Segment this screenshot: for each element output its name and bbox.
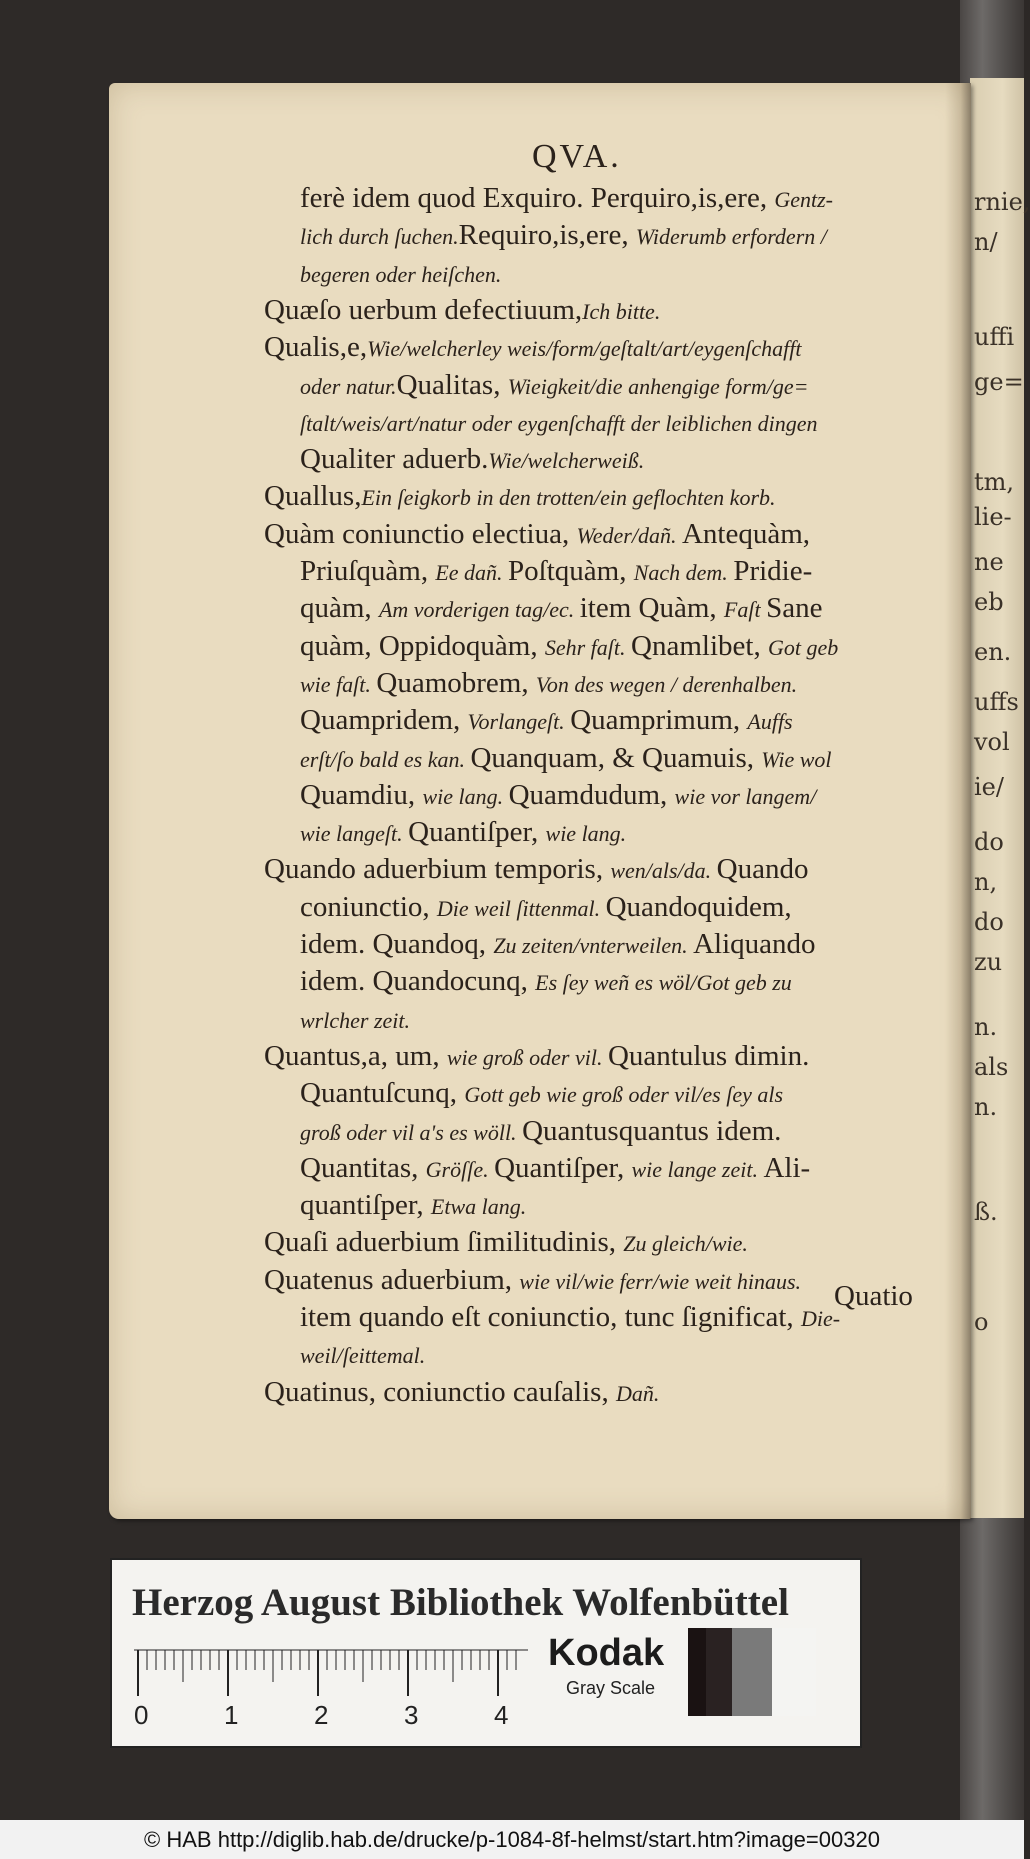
german-gloss: begeren oder heiſchen.	[300, 261, 502, 287]
latin-lemma: Quanquam, & Quamuis,	[470, 741, 762, 774]
text-line	[300, 590, 822, 628]
latin-lemma: Qualitas,	[396, 368, 508, 401]
text-line	[300, 740, 832, 778]
text-line	[300, 777, 816, 815]
text-line	[300, 404, 818, 442]
german-gloss: Auffs	[747, 709, 793, 735]
latin-lemma: idem. Quandoq,	[300, 928, 494, 960]
facing-page-fragment: lie-	[974, 503, 1012, 531]
german-gloss: oder natur.	[300, 373, 397, 399]
text-line	[300, 889, 792, 927]
german-gloss: Ein ſeigkorb in den trotten/ein geflochten korb.	[361, 485, 776, 511]
text-line	[264, 1038, 809, 1076]
latin-lemma: quàm,	[300, 592, 379, 625]
facing-page-fragment: rnie,	[974, 188, 1030, 216]
text-line	[264, 329, 802, 367]
ruler-label: 2	[314, 1700, 329, 1730]
catchword: Quatio	[834, 1280, 913, 1312]
facing-page-fragment: zu	[974, 948, 1003, 976]
gray-patch	[706, 1628, 732, 1716]
german-gloss: wen/als/da.	[610, 858, 717, 884]
german-gloss: wie vor langem/	[674, 783, 817, 809]
latin-lemma: Quantus,a, um,	[264, 1039, 447, 1072]
text-line	[300, 814, 626, 852]
latin-lemma: Quantitas,	[300, 1151, 426, 1184]
latin-lemma: Poſtquàm,	[508, 555, 634, 587]
latin-lemma: Quaſi aduerbium ſimilitudinis,	[264, 1226, 624, 1259]
german-gloss: wie lange zeit.	[631, 1156, 764, 1182]
latin-lemma: Quantiſper,	[494, 1151, 632, 1184]
text-line	[300, 702, 793, 740]
german-gloss: wie lang.	[545, 821, 627, 847]
german-gloss: Faſt	[723, 597, 767, 623]
gray-patch	[772, 1628, 816, 1716]
german-gloss: lich durch ſuchen.	[300, 224, 459, 250]
text-line	[300, 926, 816, 964]
ruler-label: 3	[404, 1700, 419, 1730]
german-gloss: Wie/welcherley weis/form/geſtalt/art/eygenſchafft	[367, 336, 802, 362]
german-gloss: wie langeſt.	[300, 821, 409, 847]
reference-card	[110, 1558, 862, 1748]
latin-lemma: idem. Quandocunq,	[300, 965, 536, 998]
facing-page-fragment: ß.	[974, 1198, 998, 1226]
german-gloss: wrlcher zeit.	[300, 1007, 410, 1033]
text-line	[300, 1299, 840, 1337]
footer-text: © HAB http://diglib.hab.de/drucke/p-1084-8f-helmst/start.htm?image=00320	[144, 1826, 880, 1852]
german-gloss: wie vil/wie ferr/wie weit hinaus.	[519, 1268, 801, 1294]
latin-lemma: Antequàm,	[681, 517, 811, 550]
german-gloss: Nach dem.	[633, 560, 734, 585]
latin-lemma: Qnamlibet,	[631, 629, 768, 662]
ruler-label: 0	[134, 1700, 149, 1730]
text-line	[300, 1150, 810, 1188]
text-line	[264, 1262, 801, 1300]
facing-page-fragment: n.	[974, 1093, 998, 1121]
latin-lemma: quàm, Oppidoquàm,	[300, 629, 545, 662]
german-gloss: Wieigkeit/die anhengige form/ge=	[507, 373, 809, 399]
ruler-label: 4	[494, 1700, 509, 1730]
text-line	[300, 1336, 425, 1374]
facing-page-fragment: ne	[974, 548, 1004, 576]
facing-page-fragment: en.	[974, 638, 1012, 666]
copyright-footer	[0, 1820, 1024, 1859]
german-gloss: Sehr faſt.	[544, 634, 632, 660]
german-gloss: Zu zeiten/vnterweilen.	[493, 933, 694, 958]
german-gloss: Gröſſe.	[425, 1156, 495, 1182]
german-gloss: Widerumb erfordern /	[635, 224, 827, 250]
text-line	[264, 1224, 748, 1262]
latin-lemma: Quandoquidem,	[605, 890, 792, 923]
german-gloss: Wie wol	[761, 746, 832, 772]
german-gloss: Am vorderigen tag/ec.	[378, 597, 580, 623]
german-gloss: Von des wegen / derenhalben.	[535, 671, 798, 697]
latin-lemma: Quæſo uerbum defectiuum,	[264, 293, 583, 326]
latin-lemma: Pridie-	[733, 555, 813, 587]
latin-lemma: Quamobrem,	[376, 666, 536, 699]
text-line	[264, 292, 660, 330]
latin-lemma: Quamprimum,	[570, 704, 748, 737]
text-line	[300, 217, 827, 255]
german-gloss: Es ſey weñ es wöl/Got geb zu	[535, 970, 792, 996]
latin-lemma: ferè idem quod Exquiro. Perquiro,is,ere,	[300, 182, 775, 214]
text-line	[300, 665, 797, 703]
latin-lemma: Quantusquantus idem.	[522, 1114, 782, 1147]
latin-lemma: Sane	[766, 592, 823, 625]
facing-page-fragment: uffi	[974, 323, 1015, 351]
latin-lemma: Qualis,e,	[264, 331, 368, 364]
facing-page-fragment: ge=	[974, 368, 1024, 396]
text-line	[300, 963, 792, 1001]
german-gloss: Dañ.	[615, 1380, 660, 1406]
latin-lemma: quantiſper,	[300, 1189, 431, 1222]
latin-lemma: Quàm coniunctio electiua,	[264, 517, 577, 550]
facing-page-fragment: do	[974, 828, 1004, 856]
ruler-label: 1	[224, 1700, 239, 1730]
next-page-edge	[970, 78, 1030, 1518]
latin-lemma: Quampridem,	[300, 704, 468, 737]
latin-lemma: Quando aduerbium temporis,	[264, 853, 611, 886]
text-line	[300, 441, 644, 479]
german-gloss: erſt/ſo bald es kan.	[300, 746, 471, 772]
latin-lemma: Priuſquàm,	[300, 555, 436, 587]
text-line	[300, 367, 809, 405]
facing-page-fragment: n,	[974, 868, 998, 896]
page-gutter-shadow	[945, 83, 971, 1519]
text-line	[300, 180, 833, 218]
facing-page-fragment: vol	[974, 728, 1010, 756]
text-line	[300, 628, 838, 666]
text-line	[300, 1187, 526, 1225]
latin-lemma: Aliquando	[693, 928, 816, 960]
german-gloss: Wie/welcherweiß.	[488, 448, 645, 474]
latin-lemma: Quamdudum,	[508, 778, 675, 811]
german-gloss: wie faſt.	[300, 671, 377, 697]
gray-scale-label: Gray Scale	[566, 1678, 656, 1698]
facing-page-fragment: tm,	[974, 468, 1015, 496]
latin-lemma: Requiro,is,ere,	[458, 219, 636, 252]
german-gloss: ſtalt/weis/art/natur oder eygenſchafft der leiblichen dingen	[300, 410, 818, 436]
latin-lemma: Quantiſper,	[408, 816, 546, 849]
facing-page-fragment: do	[974, 908, 1004, 936]
german-gloss: weil/ſeittemal.	[300, 1343, 426, 1369]
facing-page-fragment: n/	[974, 228, 998, 256]
latin-lemma: Quatenus aduerbium,	[264, 1263, 520, 1296]
latin-lemma: coniunctio,	[300, 890, 437, 923]
german-gloss: wie lang.	[422, 783, 509, 809]
running-head: QVA.	[532, 138, 622, 175]
latin-lemma: Quamdiu,	[300, 778, 423, 811]
latin-lemma: Qualiter aduerb.	[300, 443, 489, 476]
german-gloss: Ee dañ.	[435, 560, 509, 585]
library-name: Herzog August Bibliothek Wolfenbüttel	[132, 1581, 789, 1624]
german-gloss: Vorlangeſt.	[467, 709, 571, 735]
german-gloss: Die weil ſittenmal.	[436, 895, 606, 921]
text-line	[300, 1113, 781, 1151]
text-line	[300, 255, 501, 293]
german-gloss: groß oder vil a's es wöll.	[300, 1119, 523, 1145]
text-line	[300, 553, 812, 591]
latin-lemma: Quantulus dimin.	[607, 1039, 810, 1072]
facing-page-fragment: uffs	[974, 688, 1019, 716]
german-gloss: Gott geb wie groß oder vil/es ſey als	[464, 1082, 784, 1108]
german-gloss: Etwa lang.	[430, 1194, 527, 1220]
facing-page-fragment: ie/	[974, 773, 1004, 801]
german-gloss: wie groß oder vil.	[446, 1044, 608, 1070]
measuring-ruler	[134, 1648, 528, 1718]
text-line	[300, 1001, 410, 1039]
latin-lemma: item quando eſt coniunctio, tunc ſignificat,	[300, 1301, 801, 1333]
facing-page-fragment: n.	[974, 1013, 998, 1041]
text-line	[300, 1075, 783, 1113]
text-line	[264, 1374, 659, 1412]
facing-page-fragment: eb	[974, 588, 1004, 616]
gray-patch	[732, 1628, 772, 1716]
german-gloss: Weder/dañ.	[576, 522, 682, 548]
german-gloss: Zu gleich/wie.	[623, 1231, 748, 1257]
latin-lemma: Quallus,	[264, 480, 362, 513]
german-gloss: Ich bitte.	[582, 298, 661, 324]
facing-page-fragment: o	[974, 1308, 989, 1336]
latin-lemma: item Quàm,	[579, 592, 724, 625]
latin-lemma: Quantuſcunq,	[300, 1077, 465, 1110]
text-line	[264, 478, 776, 516]
latin-lemma: Ali-	[763, 1151, 811, 1184]
german-gloss: Got geb	[767, 634, 839, 660]
kodak-logo: Kodak	[548, 1632, 665, 1674]
german-gloss: Die-	[800, 1306, 841, 1331]
text-line	[264, 516, 810, 554]
latin-lemma: Quatinus, coniunctio cauſalis,	[264, 1375, 616, 1408]
german-gloss: Gentz-	[774, 187, 833, 212]
facing-page-fragment: als	[974, 1053, 1009, 1081]
text-line	[264, 851, 809, 889]
latin-lemma: Quando	[716, 853, 809, 886]
